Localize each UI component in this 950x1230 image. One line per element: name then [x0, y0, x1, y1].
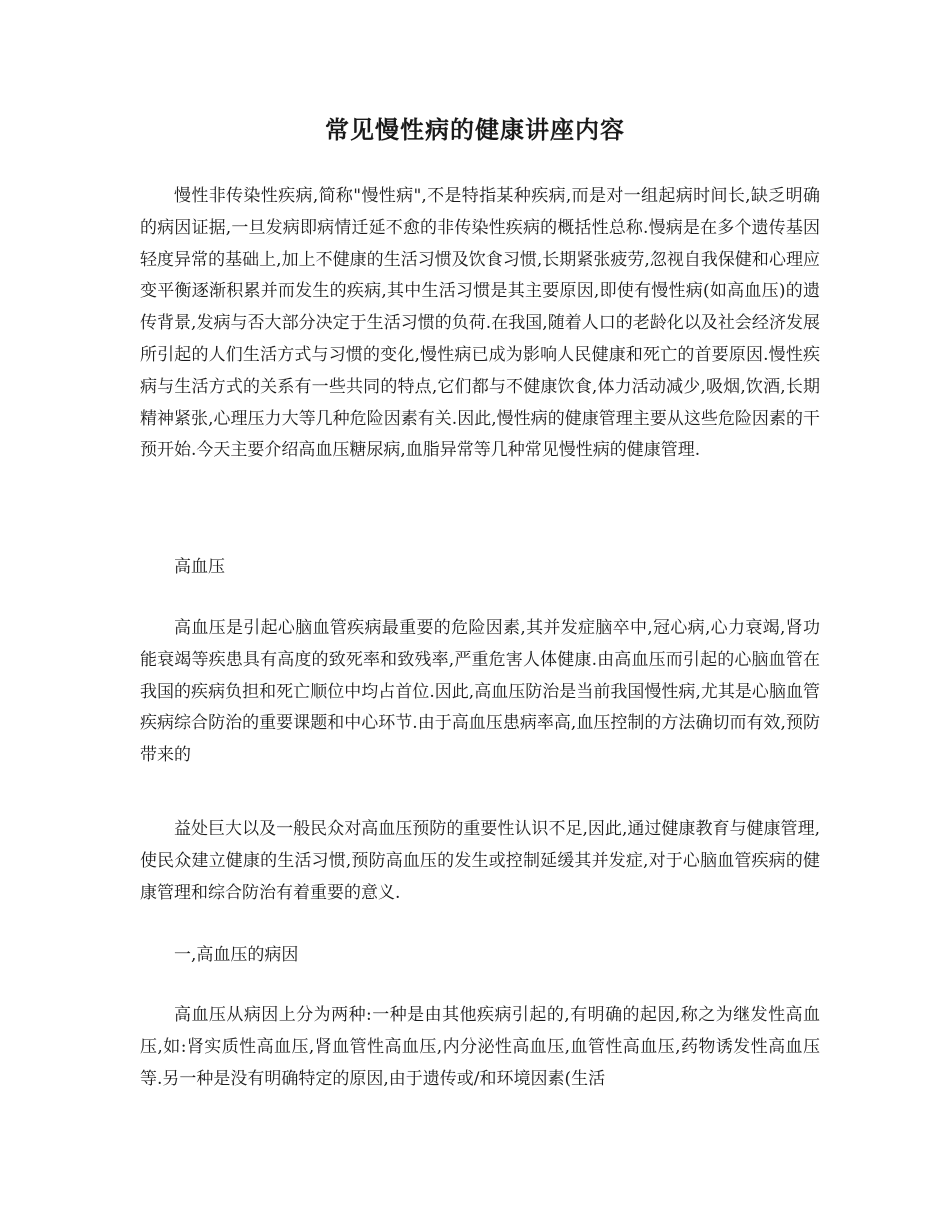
- subsection-heading-causes: 一,高血压的病因: [174, 945, 299, 965]
- hypertension-paragraph-1: 高血压是引起心脑血管疾病最重要的危险因素,其并发症脑卒中,冠心病,心力衰竭,肾功能衰竭等疾患具有高度的致死率和致残率,严重危害人体健康.由高血压而引起的心脑血管在我国的疾病负担和死亡顺位中均占首位.因此,高血压防治是当前我国慢性病,尤其是心脑血管疾病综合防治的重要课题和中心环节.由于高血压患病率高,血压控制的方法确切而有效,预防带来的: [140, 618, 820, 766]
- causes-paragraph: 高血压从病因上分为两种:一种是由其他疾病引起的,有明确的起因,称之为继发性高血压,如:肾实质性高血压,肾血管性高血压,内分泌性高血压,血管性高血压,药物诱发性高血压等.另一种是没有明确特定的原因,由于遗传或/和环境因素(生活: [140, 1005, 820, 1089]
- intro-paragraph: 慢性非传染性疾病,简称"慢性病",不是特指某种疾病,而是对一组起病时间长,缺乏明确的病因证据,一旦发病即病情迁延不愈的非传染性疾病的概括性总称.慢病是在多个遗传基因轻度异常的基础上,加上不健康的生活习惯及饮食习惯,长期紧张疲劳,忽视自我保健和心理应变平衡逐渐积累并而发生的疾病,其中生活习惯是其主要原因,即使有慢性病(如高血压)的遗传背景,发病与否大部分决定于生活习惯的负荷.在我国,随着人口的老龄化以及社会经济发展所引起的人们生活方式与习惯的变化,慢性病已成为影响人民健康和死亡的首要原因.慢性疾病与生活方式的关系有一些共同的特点,它们都与不健康饮食,体力活动减少,吸烟,饮酒,长期精神紧张,心理压力大等几种危险因素有关.因此,慢性病的健康管理主要从这些危险因素的干预开始.今天主要介绍高血压糖尿病,血脂异常等几种常见慢性病的健康管理.: [140, 186, 820, 461]
- document-title: 常见慢性病的健康讲座内容: [325, 115, 625, 144]
- hypertension-paragraph-2: 益处巨大以及一般民众对高血压预防的重要性认识不足,因此,通过健康教育与健康管理,使民众建立健康的生活习惯,预防高血压的发生或控制延缓其并发症,对于心脑血管疾病的健康管理和综合防治有着重要的意义.: [140, 819, 820, 903]
- section-heading-hypertension: 高血压: [174, 557, 225, 577]
